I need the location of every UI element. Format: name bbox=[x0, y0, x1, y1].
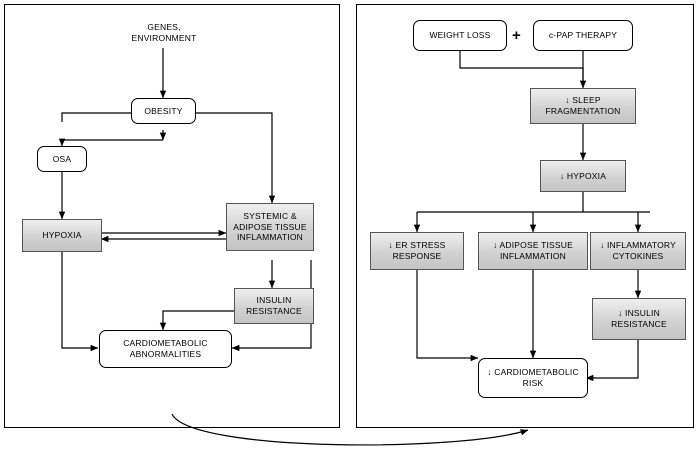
node-genes-environment bbox=[118, 18, 210, 48]
node-hypoxia-reduced-label: ↓ HYPOXIA bbox=[559, 170, 607, 181]
node-insulin-resistance bbox=[234, 288, 314, 324]
node-cardiometabolic-risk bbox=[478, 358, 588, 398]
node-hypoxia bbox=[22, 219, 102, 252]
node-hypoxia-reduced bbox=[540, 160, 626, 192]
node-sleep-fragmentation bbox=[530, 88, 636, 124]
node-insulin-resistance-label: INSULIN RESISTANCE bbox=[246, 295, 302, 316]
node-er-stress-response-label: ↓ ER STRESS RESPONSE bbox=[388, 240, 446, 261]
node-weight-loss-label: WEIGHT LOSS bbox=[429, 30, 491, 41]
node-cardiometabolic-abnormalities-label: CARDIOMETABOLIC ABNORMALITIES bbox=[123, 338, 208, 359]
node-weight-loss bbox=[413, 20, 507, 51]
node-genes-environment-label: GENES, ENVIRONMENT bbox=[131, 22, 197, 43]
node-osa bbox=[37, 146, 87, 172]
node-sleep-fragmentation-label: ↓ SLEEP FRAGMENTATION bbox=[545, 95, 621, 116]
node-systemic-adipose-inflammation bbox=[226, 203, 314, 251]
node-er-stress-response bbox=[370, 232, 464, 270]
node-inflammatory-cytokines bbox=[590, 232, 686, 270]
node-cpap-therapy bbox=[533, 20, 633, 51]
node-osa-label: OSA bbox=[52, 153, 72, 164]
node-systemic-adipose-inflammation-label: SYSTEMIC & ADIPOSE TISSUE INFLAMMATION bbox=[233, 211, 307, 243]
node-inflammatory-cytokines-label: ↓ INFLAMMATORY CYTOKINES bbox=[599, 240, 676, 261]
node-cpap-therapy-label: c-PAP THERAPY bbox=[548, 30, 618, 41]
node-cardiometabolic-risk-label: ↓ CARDIOMETABOLIC RISK bbox=[487, 367, 579, 388]
plus-sign: + bbox=[512, 27, 521, 44]
node-adipose-tissue-inflammation-label: ↓ ADIPOSE TISSUE INFLAMMATION bbox=[492, 240, 574, 261]
node-insulin-resistance-reduced-label: ↓ INSULIN RESISTANCE bbox=[611, 308, 667, 329]
node-adipose-tissue-inflammation bbox=[478, 232, 588, 270]
node-cardiometabolic-abnormalities bbox=[99, 330, 232, 368]
node-obesity bbox=[131, 98, 196, 124]
node-hypoxia-label: HYPOXIA bbox=[42, 230, 82, 241]
node-insulin-resistance-reduced bbox=[592, 298, 686, 340]
node-obesity-label: OBESITY bbox=[144, 105, 183, 116]
